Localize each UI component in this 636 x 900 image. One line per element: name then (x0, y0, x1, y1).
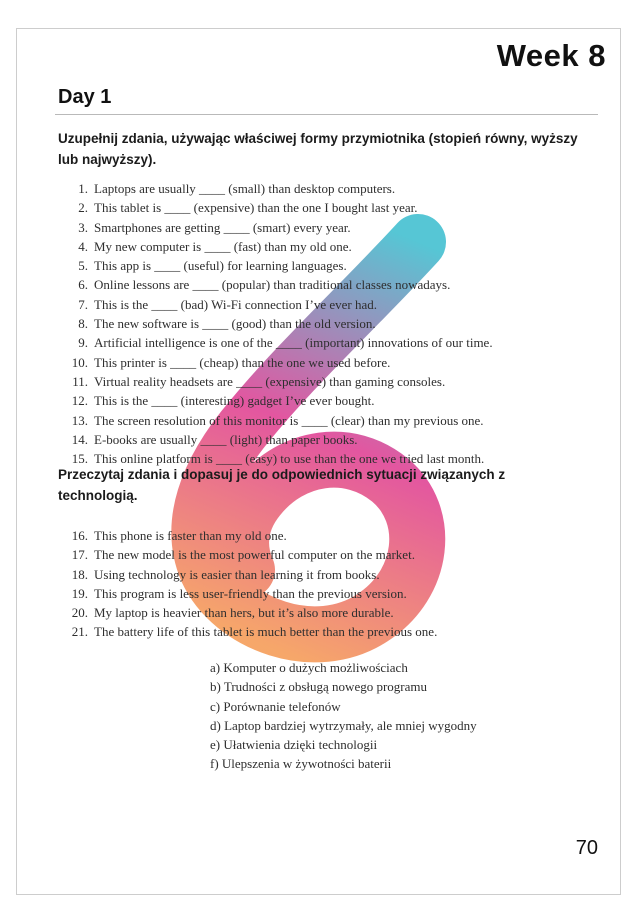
item-number: 6. (78, 277, 88, 293)
item-number: 20. (71, 605, 88, 621)
exercise2-instruction: Przeczytaj zdania i dopasuj je do odpowiednich sytuacji związanych z technologią. (58, 467, 506, 503)
exercise1-list (58, 179, 588, 468)
item-number: 11. (72, 373, 88, 389)
sentence-item (58, 256, 588, 275)
sentence-item (58, 198, 588, 217)
item-text: This is the ____ (bad) Wi-Fi connection I’ve ever had. (94, 296, 377, 312)
sentence-item (58, 603, 588, 622)
option-item: a) Komputer o dużych możliwościach (210, 660, 408, 675)
item-text: My laptop is heavier than hers, but it’s also more durable. (94, 605, 394, 621)
item-text: E-books are usually ____ (light) than paper books. (94, 431, 358, 447)
item-text: Smartphones are getting ____ (smart) every year. (94, 219, 351, 235)
item-text: The new model is the most powerful computer on the market. (94, 547, 415, 563)
item-number: 5. (78, 258, 88, 274)
item-number: 17. (71, 547, 88, 563)
sentence-item (58, 545, 588, 564)
item-number: 3. (78, 219, 88, 235)
option-item: d) Laptop bardziej wytrzymały, ale mniej wygodny (210, 717, 477, 733)
sentence-item (58, 314, 588, 333)
sentence-item (58, 411, 588, 430)
item-number: 15. (71, 451, 88, 467)
sentence-item (58, 353, 588, 372)
item-text: Online lessons are ____ (popular) than traditional classes nowadays. (94, 277, 451, 293)
sentence-item (58, 430, 588, 449)
item-text: My new computer is ____ (fast) than my old one. (94, 238, 352, 254)
sentence-item (58, 218, 588, 237)
sentence-item (58, 372, 588, 391)
item-number: 21. (71, 624, 88, 640)
exercise1-instruction: Uzupełnij zdania, używając właściwej formy przymiotnika (stopień równy, wyższy lub najwyższy). (58, 131, 578, 167)
sentence-item (58, 622, 588, 641)
exercise2-list (58, 526, 588, 642)
sentence-item (58, 526, 588, 545)
item-text: The screen resolution of this monitor is ____ (clear) than my previous one. (94, 412, 484, 428)
item-text: This online platform is ____ (easy) to use than the one we tried last month. (94, 451, 485, 467)
item-number: 19. (71, 585, 88, 601)
item-number: 14. (71, 431, 88, 447)
item-number: 2. (78, 200, 88, 216)
page-number: 70 (575, 837, 598, 859)
item-number: 8. (78, 316, 88, 332)
item-text: Using technology is easier than learning it from books. (94, 566, 380, 582)
item-number: 10. (71, 354, 88, 370)
item-text: Artificial intelligence is one of the ____ (important) innovations of our time. (94, 335, 493, 351)
item-number: 18. (71, 566, 88, 582)
day-divider (55, 114, 598, 115)
item-number: 9. (78, 335, 88, 351)
sentence-item (58, 333, 588, 352)
item-text: This tablet is ____ (expensive) than the one I bought last year. (94, 200, 418, 216)
item-number: 16. (71, 528, 88, 543)
item-text: The battery life of this tablet is much better than the previous one. (94, 624, 438, 640)
sentence-item (58, 179, 588, 198)
matching-options (210, 658, 590, 774)
option-item: e) Ułatwienia dzięki technologii (210, 737, 378, 753)
sentence-item (58, 237, 588, 256)
item-text: This phone is faster than my old one. (94, 528, 287, 543)
item-number: 1. (78, 181, 88, 196)
item-text: The new software is ____ (good) than the old version. (94, 316, 376, 332)
day-title: Day 1 (58, 86, 112, 108)
sentence-item (58, 275, 588, 294)
item-number: 4. (78, 238, 88, 254)
option-item: b) Trudności z obsługą nowego programu (210, 679, 428, 695)
item-text: This is the ____ (interesting) gadget I’ve ever bought. (94, 393, 375, 409)
option-item: f) Ulepszenia w żywotności baterii (210, 756, 392, 772)
item-text: This program is less user-friendly than the previous version. (94, 585, 407, 601)
item-number: 13. (71, 412, 88, 428)
item-text: Virtual reality headsets are ____ (expensive) than gaming consoles. (94, 373, 446, 389)
item-number: 7. (78, 296, 88, 312)
week-title: Week 8 (496, 38, 606, 73)
option-item: c) Porównanie telefonów (210, 698, 341, 714)
sentence-item (58, 565, 588, 584)
sentence-item (58, 584, 588, 603)
sentence-item (58, 295, 588, 314)
item-number: 12. (71, 393, 88, 409)
item-text: This app is ____ (useful) for learning languages. (94, 258, 347, 274)
item-text: This printer is ____ (cheap) than the one we used before. (94, 354, 391, 370)
sentence-item (58, 391, 588, 410)
item-text: Laptops are usually ____ (small) than desktop computers. (94, 181, 396, 196)
